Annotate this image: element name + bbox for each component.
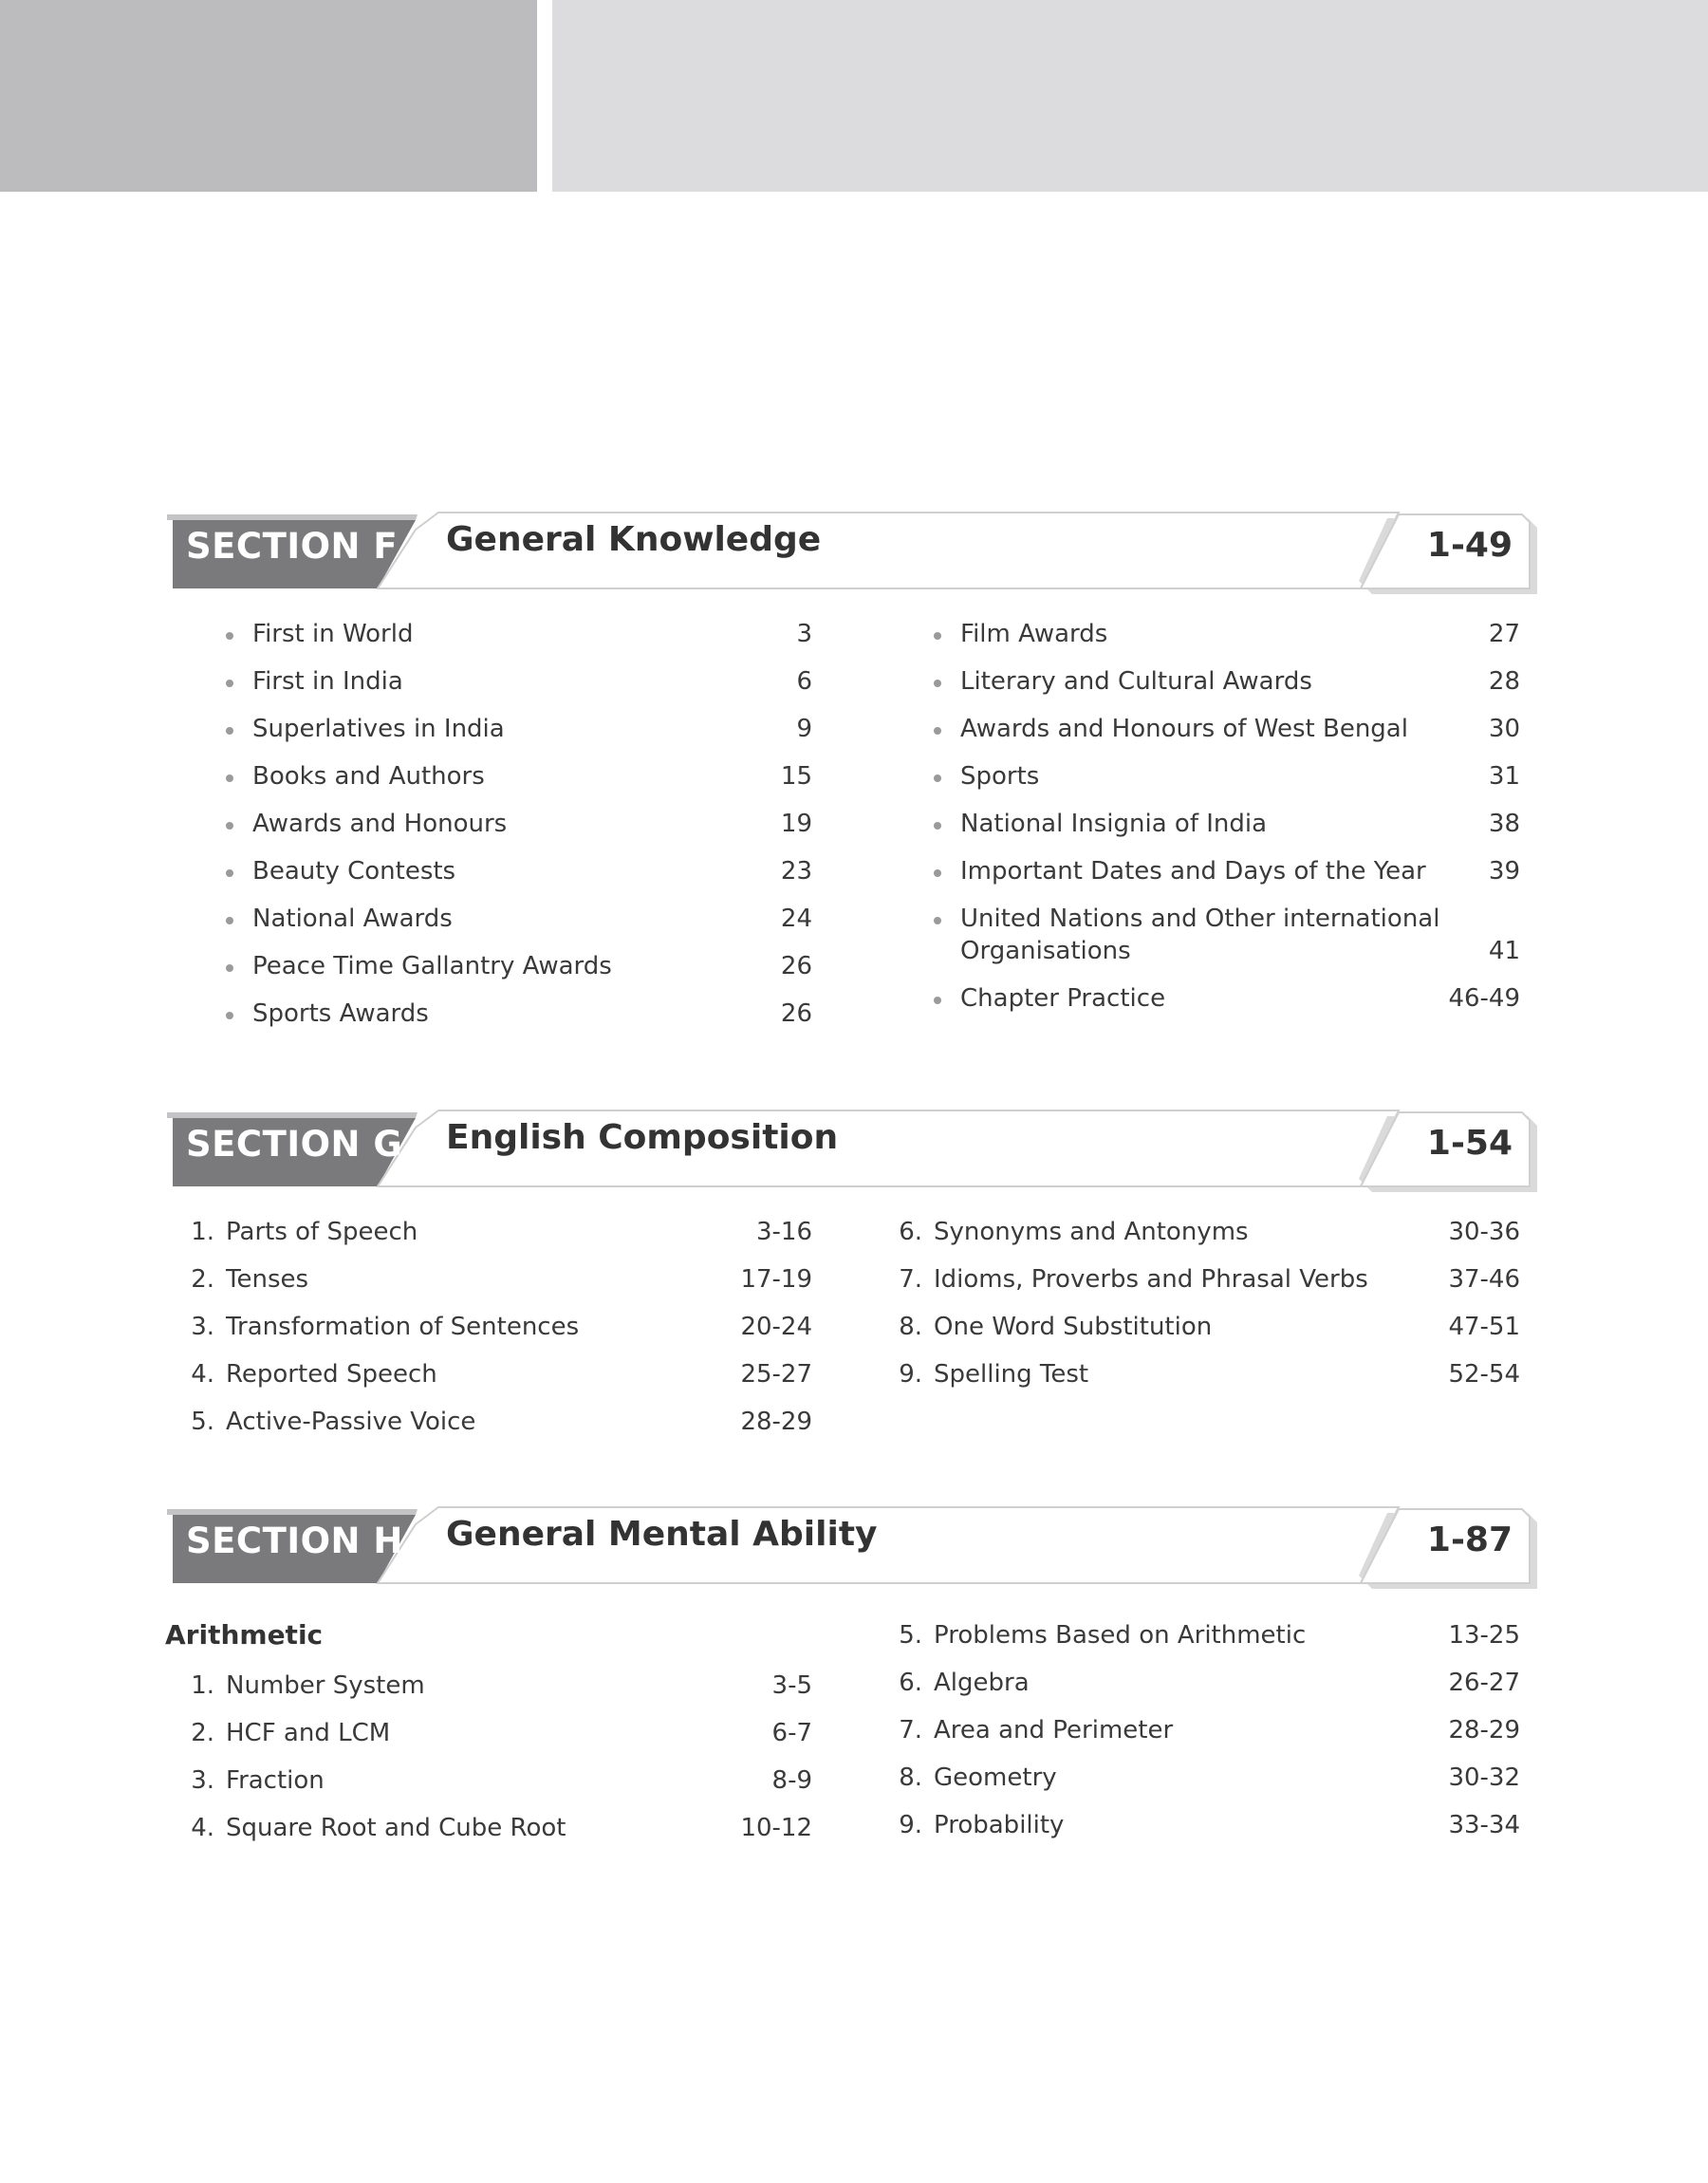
toc-entry[interactable] <box>182 1406 812 1438</box>
bullet-icon <box>934 680 941 687</box>
entry-number: 7. <box>899 1265 922 1294</box>
entry-title: Books and Authors <box>252 762 485 791</box>
toc-entry[interactable] <box>934 982 1520 1015</box>
entry-page: 37-46 <box>1448 1265 1520 1294</box>
section-title: English Composition <box>446 1118 839 1157</box>
bullet-icon <box>226 774 233 782</box>
entry-number: 9. <box>899 1360 922 1389</box>
entry-title: Tenses <box>226 1265 309 1294</box>
entry-title: Algebra <box>934 1669 1030 1697</box>
toc-entry[interactable] <box>890 1216 1520 1248</box>
section-g-left-list <box>182 1216 812 1438</box>
toc-entry[interactable] <box>182 1717 812 1749</box>
entry-title: Square Root and Cube Root <box>226 1814 566 1842</box>
entry-number: 8. <box>899 1313 922 1341</box>
entry-page: 3-16 <box>755 1218 812 1246</box>
bullet-icon <box>934 869 941 877</box>
entry-page: 31 <box>1488 762 1520 791</box>
entry-number: 6. <box>899 1669 922 1697</box>
toc-entry[interactable] <box>182 1812 812 1844</box>
toc-entry[interactable] <box>182 1263 812 1296</box>
entry-number: 5. <box>899 1621 922 1650</box>
entry-title: Chapter Practice <box>960 984 1166 1013</box>
entry-number: 8. <box>899 1763 922 1792</box>
toc-entry[interactable] <box>890 1762 1520 1794</box>
entry-title: Spelling Test <box>934 1360 1089 1389</box>
bullet-icon <box>934 727 941 735</box>
entry-page: 23 <box>780 857 812 886</box>
entry-title: HCF and LCM <box>226 1719 391 1747</box>
toc-entry[interactable] <box>226 998 812 1030</box>
toc-entry[interactable] <box>934 808 1520 840</box>
entry-page: 26 <box>780 999 812 1028</box>
entry-number: 5. <box>191 1408 214 1436</box>
toc-entry[interactable] <box>182 1216 812 1248</box>
entry-title: Idioms, Proverbs and Phrasal Verbs <box>934 1265 1368 1294</box>
entry-number: 3. <box>191 1766 214 1795</box>
toc-entry[interactable] <box>890 1263 1520 1296</box>
entry-number: 6. <box>899 1218 922 1246</box>
entry-page: 6-7 <box>771 1719 812 1747</box>
bullet-icon <box>934 774 941 782</box>
toc-entry[interactable] <box>226 903 812 935</box>
entry-title: Sports Awards <box>252 999 429 1028</box>
section-title: General Mental Ability <box>446 1515 878 1554</box>
top-band-dark <box>0 0 537 192</box>
entry-number: 4. <box>191 1360 214 1389</box>
bullet-icon <box>226 869 233 877</box>
entry-page: 6 <box>796 667 812 696</box>
section-page-range: 1-54 <box>1426 1124 1513 1163</box>
entry-page: 47-51 <box>1448 1313 1520 1341</box>
entry-page: 30-32 <box>1448 1763 1520 1792</box>
toc-entry[interactable] <box>890 1667 1520 1699</box>
entry-title: Reported Speech <box>226 1360 437 1389</box>
toc-entry[interactable] <box>934 665 1520 698</box>
section-h-right-list <box>890 1619 1520 1841</box>
toc-entry[interactable] <box>226 760 812 793</box>
entry-page: 25-27 <box>740 1360 812 1389</box>
bullet-icon <box>226 822 233 830</box>
toc-entry[interactable] <box>226 713 812 745</box>
entry-page: 33-34 <box>1448 1811 1520 1839</box>
entry-title: Superlatives in India <box>252 715 505 743</box>
toc-entry[interactable] <box>182 1358 812 1390</box>
toc-entry[interactable] <box>226 808 812 840</box>
entry-title: Active-Passive Voice <box>226 1408 476 1436</box>
entry-page: 17-19 <box>740 1265 812 1294</box>
entry-title: Beauty Contests <box>252 857 456 886</box>
section-label: SECTION F <box>186 526 399 567</box>
entry-title: Peace Time Gallantry Awards <box>252 952 612 980</box>
top-band-light <box>552 0 1708 192</box>
bullet-icon <box>934 917 941 924</box>
entry-page: 39 <box>1488 857 1520 886</box>
entry-page: 26-27 <box>1448 1669 1520 1697</box>
toc-entry[interactable] <box>934 903 1520 967</box>
entry-page: 28-29 <box>740 1408 812 1436</box>
entry-page: 20-24 <box>740 1313 812 1341</box>
entry-page: 13-25 <box>1448 1621 1520 1650</box>
entry-title: Area and Perimeter <box>934 1716 1174 1745</box>
toc-entry[interactable] <box>182 1764 812 1797</box>
bullet-icon <box>226 1012 233 1019</box>
entry-page: 30 <box>1488 715 1520 743</box>
section-f-right-list <box>934 618 1520 1015</box>
entry-page: 38 <box>1488 810 1520 838</box>
section-f-header <box>163 509 1541 600</box>
entry-page: 15 <box>780 762 812 791</box>
entry-page: 3-5 <box>771 1671 812 1700</box>
toc-entry[interactable] <box>890 1714 1520 1746</box>
entry-title: Literary and Cultural Awards <box>960 667 1312 696</box>
bullet-icon <box>226 964 233 972</box>
toc-entry[interactable] <box>890 1809 1520 1841</box>
entry-title: Number System <box>226 1671 425 1700</box>
entry-title-continued: Organisations <box>960 937 1131 965</box>
toc-entry[interactable] <box>890 1358 1520 1390</box>
entry-page: 41 <box>1488 937 1520 965</box>
toc-entry[interactable] <box>182 1311 812 1343</box>
entry-title: First in World <box>252 620 414 648</box>
entry-title: Probability <box>934 1811 1065 1839</box>
section-h-header <box>163 1503 1541 1595</box>
section-g-header <box>163 1107 1541 1198</box>
entry-number: 7. <box>899 1716 922 1745</box>
entry-number: 3. <box>191 1313 214 1341</box>
toc-entry[interactable] <box>226 950 812 982</box>
entry-title: Fraction <box>226 1766 325 1795</box>
toc-entry[interactable] <box>226 618 812 650</box>
entry-title: One Word Substitution <box>934 1313 1213 1341</box>
entry-title: United Nations and Other international <box>960 905 1440 933</box>
bullet-icon <box>934 997 941 1004</box>
section-label: SECTION G <box>186 1124 403 1165</box>
entry-page: 26 <box>780 952 812 980</box>
entry-page: 9 <box>796 715 812 743</box>
toc-entry[interactable] <box>934 855 1520 887</box>
section-g-right-list <box>890 1216 1520 1390</box>
section-label: SECTION H <box>186 1521 403 1561</box>
entry-title: National Insignia of India <box>960 810 1268 838</box>
entry-title: Awards and Honours of West Bengal <box>960 715 1408 743</box>
entry-number: 9. <box>899 1811 922 1839</box>
bullet-icon <box>226 680 233 687</box>
section-h-left-list <box>182 1670 812 1844</box>
entry-page: 3 <box>796 620 812 648</box>
entry-page: 30-36 <box>1448 1218 1520 1246</box>
entry-page: 28 <box>1488 667 1520 696</box>
toc-entry[interactable] <box>934 760 1520 793</box>
entry-title: Film Awards <box>960 620 1108 648</box>
section-f-left-list <box>226 618 812 1030</box>
subheading-arithmetic: Arithmetic <box>165 1619 324 1651</box>
entry-title: Parts of Speech <box>226 1218 418 1246</box>
bullet-icon <box>226 727 233 735</box>
toc-entry[interactable] <box>934 713 1520 745</box>
entry-page: 24 <box>780 905 812 933</box>
entry-title: Synonyms and Antonyms <box>934 1218 1249 1246</box>
entry-number: 2. <box>191 1719 214 1747</box>
entry-title: Problems Based on Arithmetic <box>934 1621 1307 1650</box>
entry-page: 10-12 <box>740 1814 812 1842</box>
entry-title: National Awards <box>252 905 453 933</box>
toc-entry[interactable] <box>890 1619 1520 1651</box>
entry-page: 19 <box>780 810 812 838</box>
entry-title: Transformation of Sentences <box>226 1313 580 1341</box>
section-page-range: 1-87 <box>1426 1521 1513 1559</box>
bullet-icon <box>226 632 233 640</box>
entry-title: Important Dates and Days of the Year <box>960 857 1426 886</box>
bullet-icon <box>934 632 941 640</box>
entry-number: 2. <box>191 1265 214 1294</box>
bullet-icon <box>934 822 941 830</box>
section-page-range: 1-49 <box>1426 526 1513 565</box>
entry-number: 1. <box>191 1218 214 1246</box>
entry-number: 4. <box>191 1814 214 1842</box>
toc-entry[interactable] <box>182 1670 812 1702</box>
entry-title: Awards and Honours <box>252 810 508 838</box>
toc-entry[interactable] <box>226 855 812 887</box>
toc-entry[interactable] <box>934 618 1520 650</box>
entry-page: 52-54 <box>1448 1360 1520 1389</box>
section-title: General Knowledge <box>446 520 822 559</box>
entry-title: Sports <box>960 762 1040 791</box>
entry-page: 8-9 <box>771 1766 812 1795</box>
toc-entry[interactable] <box>226 665 812 698</box>
entry-page: 46-49 <box>1448 984 1520 1013</box>
entry-title: Geometry <box>934 1763 1057 1792</box>
toc-entry[interactable] <box>890 1311 1520 1343</box>
entry-page: 27 <box>1488 620 1520 648</box>
bullet-icon <box>226 917 233 924</box>
entry-title: First in India <box>252 667 403 696</box>
entry-number: 1. <box>191 1671 214 1700</box>
entry-page: 28-29 <box>1448 1716 1520 1745</box>
